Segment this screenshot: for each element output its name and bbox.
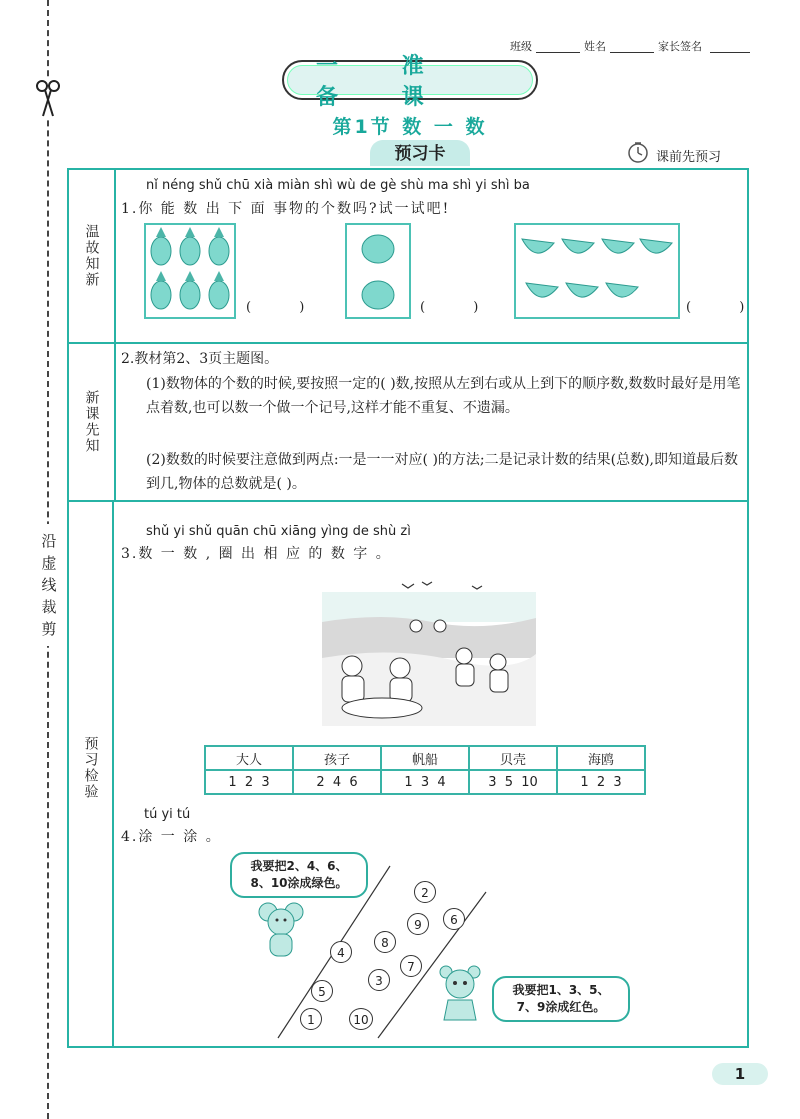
number-circle[interactable]: 10 [349,1008,373,1030]
parent-sign-field[interactable] [710,52,750,53]
table-header: 海鸥 [557,746,645,770]
q1-answer-fruit[interactable]: ( ) [420,300,501,315]
class-label: 班级 [510,40,532,53]
number-circle[interactable]: 6 [443,908,465,930]
number-circle[interactable]: 3 [368,969,390,991]
number-circle[interactable]: 1 [300,1008,322,1030]
beach-scene-illustration [322,578,536,726]
number-circle[interactable]: 4 [330,941,352,963]
red-speech-bubble: 我要把1、3、5、 7、9涂成红色。 [492,976,630,1022]
chapter-title: 一 准 备 课 [287,65,533,95]
table-header: 大人 [205,746,293,770]
table-cell[interactable]: 1 2 3 [557,770,645,794]
q1-answer-watermelon[interactable]: ( ) [686,300,767,315]
number-circle[interactable]: 7 [400,955,422,977]
row-divider [69,500,747,502]
parent-sign-label: 家长签名 [658,40,702,53]
q4-text: 4.涂 一 涂 。 [121,829,222,845]
q2-title: 2.教材第2、3页主题图。 [121,351,279,367]
table-header: 贝壳 [469,746,557,770]
page-number: 1 [712,1063,768,1085]
table-header: 孩子 [293,746,381,770]
q3-pinyin: shǔ yi shǔ quān chū xiāng yìng de shù zì [146,524,411,539]
q1-pinyin: nǐ néng shǔ chū xià miàn shì wù de gè shù ma shì yi shì ba [146,178,530,193]
count-table [204,745,646,795]
number-circle[interactable]: 5 [311,980,333,1002]
table-header: 帆船 [381,746,469,770]
watermelon-picture [514,223,680,319]
row-label-new: 新课先知 [69,344,116,500]
table-cell[interactable]: 2 4 6 [293,770,381,794]
preview-label: 课前先预习 [656,150,722,165]
number-circle[interactable]: 8 [374,931,396,953]
section-title: 第1节 数 一 数 [332,116,488,138]
scissors-icon [33,78,63,118]
card-title: 预习卡 [370,140,470,166]
number-circle[interactable]: 9 [407,913,429,935]
row-label-check: 预习检验 [69,502,114,1046]
q2-paragraph-2: (2)数数的时候要注意做到两点:一是一一对应( )的方法;二是记录计数的结果(总数),即知道最后数到几,物体的总数就是( )。 [146,452,739,492]
q1-answer-pineapple[interactable]: ( ) [246,300,327,315]
table-cell[interactable]: 3 5 10 [469,770,557,794]
row-label-review: 温故知新 [69,170,116,342]
table-cell[interactable]: 1 2 3 [205,770,293,794]
class-field[interactable] [536,52,580,53]
q2-paragraph-1: (1)数物体的个数的时候,要按照一定的( )数,按照从左到右或从上到下的顺序数,数数时最好是用笔点着数,也可以数一个做一个记号,这样才能不重复、不遗漏。 [146,376,741,416]
count-table-options-row [205,770,645,794]
name-field[interactable] [610,52,654,53]
q4-pinyin: tú yi tú [144,807,191,822]
count-table-header-row [205,746,645,770]
pineapple-picture [144,223,236,319]
q3-text: 3.数 一 数 , 圈 出 相 应 的 数 字 。 [121,546,392,562]
cut-instruction: 沿 虚 线 裁 剪 [38,524,60,646]
fruit-picture [345,223,411,319]
chapter-banner [282,54,538,110]
clock-icon [626,140,650,164]
number-circle[interactable]: 2 [414,881,436,903]
q1-text: 1.你 能 数 出 下 面 事物的个数吗?试一试吧! [121,201,451,217]
name-label: 姓名 [584,40,606,53]
table-cell[interactable]: 1 3 4 [381,770,469,794]
girl-character-icon [438,962,482,1026]
row-divider [69,342,747,344]
green-speech-bubble: 我要把2、4、6、 8、10涂成绿色。 [230,852,368,898]
